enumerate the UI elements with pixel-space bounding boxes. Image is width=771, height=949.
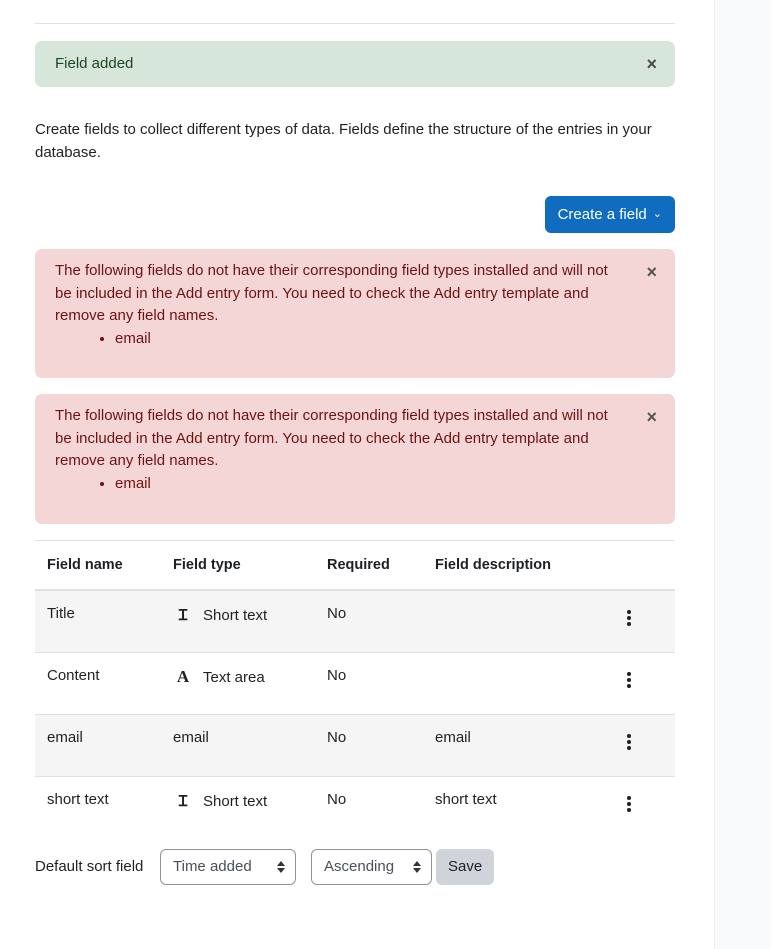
top-divider: [35, 23, 675, 24]
select-arrows-icon: [413, 861, 421, 873]
cell-required: No: [315, 715, 423, 777]
table-row: [35, 653, 675, 715]
cell-description: [423, 653, 591, 715]
header-field-name: Field name: [35, 541, 161, 591]
sort-order-select[interactable]: [311, 849, 432, 885]
select-arrows-icon: [277, 861, 285, 873]
close-icon[interactable]: ×: [646, 407, 657, 427]
cell-required: No: [327, 791, 347, 808]
warning-text: The following fields do not have their corresponding field types installed and will not be included in the Add entry form. You need to check the Add entry template and remove any field names.: [55, 407, 608, 469]
cell-description: email: [423, 715, 591, 777]
close-icon[interactable]: ×: [646, 54, 657, 74]
cell-field-name: short text: [47, 791, 109, 808]
cell-actions: [591, 715, 675, 777]
warning-list-item: • email: [115, 473, 655, 496]
kebab-menu-icon[interactable]: [627, 796, 631, 812]
field-type-label: Short text: [203, 793, 268, 810]
cell-actions: [591, 590, 675, 653]
cell-actions: [591, 777, 675, 839]
short-text-icon: Ɪ: [178, 793, 188, 810]
cell-field-type: [161, 777, 315, 839]
header-required: Required: [315, 541, 423, 591]
chevron-down-icon: ⌄: [652, 208, 662, 220]
success-alert-text: Field added: [55, 55, 134, 72]
cell-field-type: [161, 715, 315, 777]
cell-field-name: Content: [35, 653, 161, 715]
success-alert: [35, 41, 675, 87]
cell-field-type: [161, 653, 315, 715]
kebab-menu-icon[interactable]: [627, 672, 631, 688]
cell-field-type: [161, 590, 315, 653]
cell-required: No: [315, 653, 423, 715]
warning-alert: [35, 249, 675, 378]
warning-alert: [35, 394, 675, 524]
warning-list: [55, 328, 655, 351]
text-area-icon: A: [176, 667, 190, 686]
kebab-menu-icon[interactable]: [627, 734, 631, 750]
header-actions: [591, 541, 675, 591]
table-header-row: [35, 541, 675, 591]
field-type-label: Text area: [203, 669, 265, 686]
cell-field-name: Title: [35, 590, 161, 653]
default-sort-label: Default sort field: [35, 858, 144, 875]
header-field-description: Field description: [423, 541, 591, 591]
cell-description: short text: [435, 791, 497, 808]
table-row: [35, 590, 675, 653]
create-field-label: Create a field: [557, 206, 647, 223]
sort-field-select[interactable]: [160, 849, 296, 885]
header-field-type: Field type: [161, 541, 315, 591]
warning-list-item: • email: [115, 328, 655, 351]
short-text-icon: Ɪ: [178, 607, 188, 624]
default-sort-form: [35, 849, 675, 885]
right-drawer-pane: [714, 0, 771, 949]
create-field-button[interactable]: [545, 196, 675, 233]
warning-list: [55, 473, 655, 496]
close-icon[interactable]: ×: [646, 262, 657, 282]
cell-field-name: email: [35, 715, 161, 777]
field-type-label: email: [173, 729, 209, 746]
cell-description: [423, 590, 591, 653]
warning-text: The following fields do not have their corresponding field types installed and will not be included in the Add entry form. You need to check the Add entry template and remove any field names.: [55, 262, 608, 324]
intro-text: Create fields to collect different types of data. Fields define the structure of the entries in your database.: [35, 121, 652, 161]
cell-required: No: [315, 590, 423, 653]
cell-actions: [591, 653, 675, 715]
sort-field-value: Time added: [173, 858, 252, 875]
fields-table: [35, 540, 675, 838]
table-row: [35, 777, 675, 839]
field-type-label: Short text: [203, 607, 268, 624]
save-button[interactable]: Save: [436, 849, 494, 885]
sort-order-value: Ascending: [324, 858, 395, 875]
table-row: [35, 715, 675, 777]
kebab-menu-icon[interactable]: [627, 610, 631, 626]
